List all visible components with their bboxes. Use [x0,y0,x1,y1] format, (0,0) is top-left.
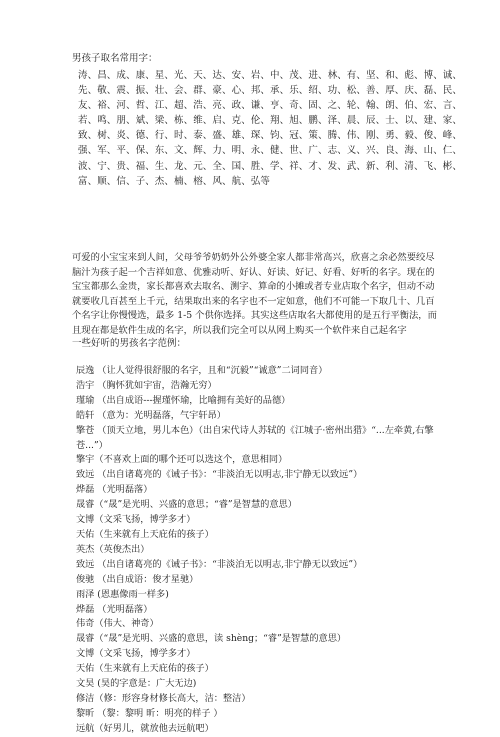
name-example: 晟睿（“晟”是光明、兴盛的意思，读 shèng；“睿”是智慧的意思） [76,633,347,645]
char-list-line: 致、树、炎、德、行、时、泰、盛、雄、琛、钧、冠、策、腾、伟、刚、勇、毅、俊、峰、 [78,130,463,142]
intro-line: 宝宝都那么金贵，家长都喜欢去取名、测字、算命的小摊或者专业店取个名字，但动不动 [72,281,435,292]
name-example: 俊驰 （出自成语：俊才星驰） [76,573,199,585]
examples-heading: 一些好听的男孩名字范例： [72,338,187,349]
char-list-line: 涛、昌、成、康、星、光、天、达、安、岩、中、茂、进、林、有、坚、和、彪、博、诚、 [78,70,463,81]
name-example: 瑾瑜 （出自成语---握瑾怀瑜，比喻拥有美好的品德） [76,394,291,406]
name-example: 英杰（英俊杰出） [76,543,150,555]
name-example: 致远 （出自诸葛亮的《诫子书》：“非淡泊无以明志,非宁静无以致远”） [76,469,363,481]
name-example: 文昊 (昊的字意是：广大无边) [76,678,197,690]
name-example: 辰逸 （让人觉得很舒服的名字，且和“沉毅”“诚意”二词同音） [76,365,328,376]
name-example: 致远 （出自诸葛亮的《诫子书》：“非淡泊无以明志,非宁静无以致远”） [76,558,363,570]
name-example: 黎昕 （黎：黎明 昕：明亮的样子 ） [76,707,223,719]
intro-line: 个名字让你慢慢选，最多 1-5 个供你选择。其实这些店取名大都使用的是五行平衡法，而 [72,310,437,321]
name-example: 浩宇 （胸怀犹如宇宙，浩瀚无穷） [76,379,217,391]
intro-line: 就要收几百甚至上千元，结果取出来的名字也不一定如意，他们不可能一下取几十、几百 [72,295,435,307]
name-example: 远航（好男儿，就放他去远航吧） [76,722,214,734]
name-example: 文博（文采飞扬，博学多才） [76,514,196,526]
name-example: 擎宇（不喜欢上面的哪个还可以选这个，意思相同） [76,454,288,466]
char-list-line: 友、裕、河、哲、江、超、浩、亮、政、谦、亨、奇、固、之、轮、翰、朗、伯、宏、言、 [78,100,463,112]
char-list-line: 强、军、平、保、东、文、辉、力、明、永、健、世、广、志、义、兴、良、海、山、仁、 [78,145,463,157]
name-example: 苍...”） [76,439,108,451]
intro-line: 可爱的小宝宝来到人间，父母爷爷奶奶外公外婆全家人都非常高兴，欣喜之余必然要绞尽 [72,252,435,263]
name-example: 皓轩 （意为：光明磊落，气宇轩昂） [76,409,226,421]
char-list [78,68,463,189]
name-example: 雨泽 (恩惠像雨一样多) [76,588,169,600]
intro-line: 脑汁为孩子起一个吉祥如意、优雅动听、好认、好读、好记、好看、好听的名字。现在的 [72,266,435,278]
char-list-line: 富、顺、信、子、杰、楠、榕、风、航、弘等 [78,175,271,187]
name-example: 烨磊 （光明磊落） [76,484,153,496]
name-example: 修洁（修：形容身材修长高大，洁：整洁） [76,692,251,704]
intro-paragraph [72,251,450,338]
name-example: 文博（文采飞扬，博学多才） [76,648,196,660]
char-list-line: 波、宁、贵、福、生、龙、元、全、国、胜、学、祥、才、发、武、新、利、清、飞、彬、 [78,160,463,172]
char-list-heading: 男孩子取名常用字： [72,53,158,64]
char-list-line: 若、鸣、朋、斌、梁、栋、维、启、克、伦、翔、旭、鹏、泽、晨、辰、士、以、建、家、 [78,115,463,127]
name-example: 擎苍 （顶天立地，男儿本色）（出自宋代诗人苏轼的《江城子·密州出猎》“...左牵黄,右擎 [76,424,434,436]
name-example: 伟奇（伟大、神奇） [76,618,159,630]
intro-line: 且现在都是软件生成的名字，所以我们完全可以从网上购买一个软件来自己起名字 [72,324,407,336]
name-examples-list [76,364,456,737]
name-example: 晟睿（“晟”是光明、兴盛的意思；“睿”是智慧的意思） [76,499,297,511]
name-example: 烨磊 （光明磊落） [76,603,153,615]
char-list-line: 先、敬、震、振、壮、会、群、豪、心、邦、承、乐、绍、功、松、善、厚、庆、磊、民、 [78,85,463,97]
name-example: 天佑（生来就有上天庇佑的孩子） [76,528,214,540]
name-example: 天佑（生来就有上天庇佑的孩子） [76,663,214,675]
